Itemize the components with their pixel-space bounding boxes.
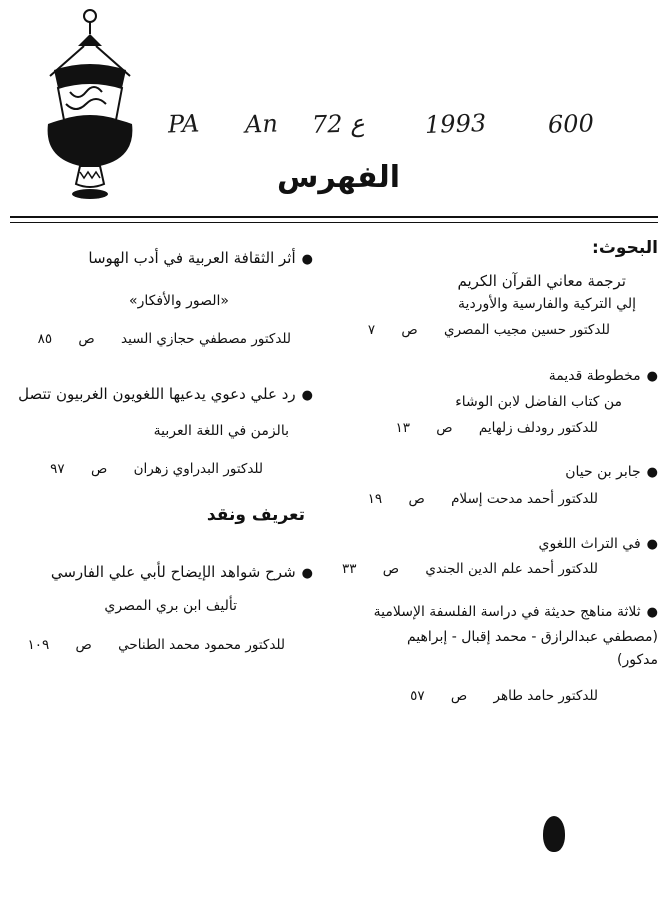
entry-title[interactable]: مدكور) (617, 652, 658, 668)
author-name: للدكتور محمود محمد الطناحي (118, 637, 285, 653)
entry-title[interactable]: ترجمة معاني القرآن الكريم (457, 272, 626, 290)
author-name: للدكتور أحمد مدحت إسلام (451, 491, 598, 507)
entry-author (368, 322, 610, 338)
handwritten-note: An (244, 109, 279, 139)
handwritten-note: 1993 (424, 108, 487, 140)
author-name: للدكتور أحمد علم الدين الجندي (425, 561, 598, 577)
entry-title[interactable]: ● رد علي دعوي يدعيها اللغويون الغربيون تتصل (18, 385, 313, 403)
entry-title[interactable]: إلي التركية والفارسية والأوردية (458, 296, 636, 312)
page-number[interactable]: ٧ (367, 322, 376, 338)
page-label: ص (75, 637, 92, 653)
page-number[interactable]: ٩٧ (50, 461, 65, 477)
page-label: ص (78, 331, 95, 347)
entry-title[interactable]: ● مخطوطة قديمة (549, 368, 658, 384)
entry-author (50, 461, 263, 477)
section-title-reviews: تعريف ونقد (206, 505, 305, 525)
entry-author (342, 561, 598, 577)
page-label: ص (382, 561, 400, 577)
ink-blot (543, 816, 565, 852)
handwritten-note: 72 ع (311, 109, 365, 139)
entry-title[interactable]: بالزمن في اللغة العربية (153, 423, 289, 439)
entry-author (27, 637, 285, 653)
entry-title[interactable]: من كتاب الفاضل لابن الوشاء (455, 394, 622, 410)
entry-title[interactable]: ● أثر الثقافة العربية في أدب الهوسا (88, 249, 313, 267)
entry-subtitle[interactable]: تأليف ابن بري المصري (104, 598, 237, 614)
page-number[interactable]: ١٣ (395, 420, 410, 436)
page-title: الفهرس (276, 160, 400, 195)
entry-author (38, 331, 291, 347)
page-number[interactable]: ١٠٩ (27, 637, 50, 653)
author-name: للدكتور حسين مجيب المصري (444, 322, 610, 338)
entry-title[interactable]: ● ثلاثة مناهج حديثة في دراسة الفلسفة الإسلامية (374, 604, 658, 620)
handwritten-note: 600 (547, 109, 595, 139)
page-number[interactable]: ٥٧ (410, 688, 425, 704)
handwritten-note: PA (167, 109, 200, 139)
entry-title[interactable]: ● جابر بن حيان (565, 464, 658, 480)
entry-author (395, 420, 598, 436)
page-label: ص (401, 322, 418, 338)
header-divider (10, 216, 658, 218)
author-name: للدكتور حامد طاهر (493, 688, 598, 704)
entry-subtitle[interactable]: «الصور والأفكار» (129, 293, 229, 309)
author-name: للدكتور البدراوي زهران (133, 461, 263, 477)
entry-author (410, 688, 598, 704)
page-number[interactable]: ٨٥ (37, 331, 53, 347)
page-number[interactable]: ٣٣ (341, 561, 357, 577)
entry-title[interactable]: ● في التراث اللغوي (538, 536, 658, 552)
page-label: ص (408, 491, 425, 507)
entry-title[interactable]: ● شرح شواهد الإيضاح لأبي علي الفارسي (51, 563, 313, 581)
entry-title[interactable]: (مصطفي عبدالرازق - محمد إقبال - إبراهيم (406, 629, 658, 645)
page-label: ص (90, 461, 108, 477)
mosque-lamp-ornament (40, 8, 140, 208)
section-title-research: البحوث: (592, 238, 658, 258)
author-name: للدكتور مصطفي حجازي السيد (121, 331, 291, 347)
page-number[interactable]: ١٩ (367, 491, 383, 507)
entry-author (368, 491, 598, 507)
header-divider-thin (10, 222, 658, 223)
page-label: ص (436, 420, 453, 436)
author-name: للدكتور رودلف زلهايم (478, 420, 598, 436)
page-label: ص (450, 688, 468, 704)
